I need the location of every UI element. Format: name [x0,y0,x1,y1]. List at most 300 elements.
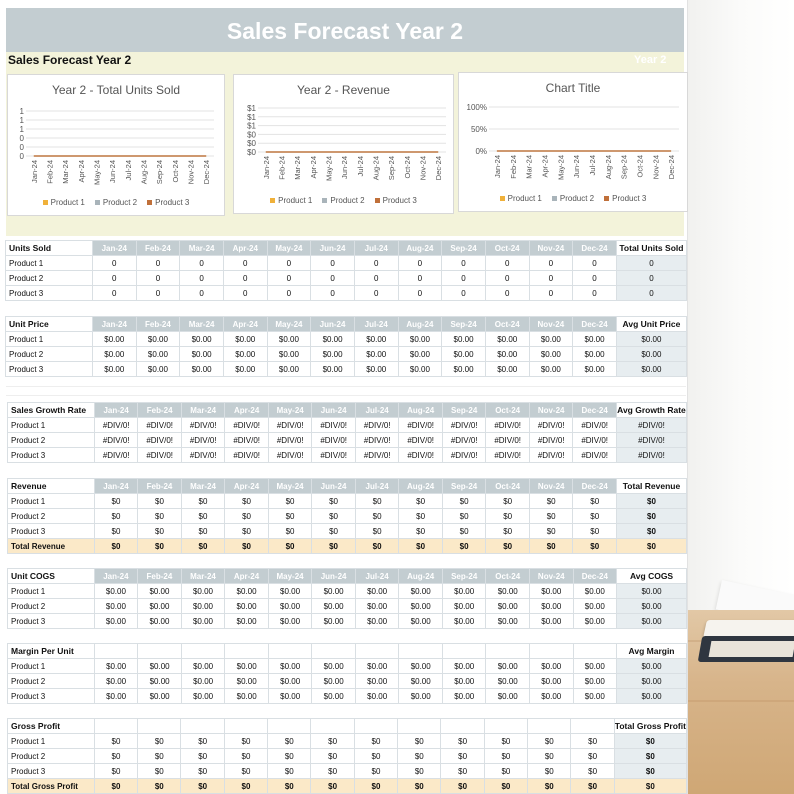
data-cell[interactable]: 0 [529,271,573,286]
data-cell[interactable]: $0.00 [223,332,267,347]
data-cell[interactable]: $0.00 [354,332,398,347]
month-header[interactable] [355,644,399,659]
row-label[interactable]: Product 3 [8,448,95,463]
total-cell[interactable]: 0 [616,271,686,286]
data-cell[interactable]: $0.00 [399,659,443,674]
month-header[interactable]: Jul-24 [355,479,399,494]
data-cell[interactable]: $0.00 [136,362,180,377]
data-cell[interactable]: 0 [529,256,573,271]
section-label[interactable]: Revenue [8,479,95,494]
data-cell[interactable]: $0 [138,539,182,554]
month-header[interactable]: Jul-24 [355,403,399,418]
total-cell[interactable]: $0.00 [617,599,687,614]
data-cell[interactable]: $0 [486,509,530,524]
data-cell[interactable]: $0 [571,734,614,749]
data-cell[interactable]: 0 [573,256,617,271]
data-cell[interactable]: $0 [442,539,486,554]
month-header[interactable]: Jun-24 [312,479,356,494]
data-cell[interactable]: $0 [354,764,397,779]
month-header[interactable]: Dec-24 [573,569,617,584]
data-cell[interactable]: $0.00 [442,362,486,377]
month-header[interactable]: Feb-24 [138,569,182,584]
data-cell[interactable]: $0 [442,494,486,509]
data-cell[interactable]: $0.00 [180,347,224,362]
total-cell[interactable]: $0 [614,749,686,764]
month-header[interactable]: Sep-24 [442,403,486,418]
data-cell[interactable]: $0.00 [442,674,486,689]
data-cell[interactable]: #DIV/0! [225,418,269,433]
month-header[interactable]: Apr-24 [225,479,269,494]
month-header[interactable]: Jul-24 [355,569,399,584]
data-cell[interactable]: $0 [486,494,530,509]
data-cell[interactable]: $0.00 [354,347,398,362]
data-cell[interactable]: $0.00 [529,347,573,362]
data-cell[interactable]: $0 [529,494,573,509]
data-cell[interactable]: $0.00 [267,332,311,347]
data-cell[interactable]: #DIV/0! [399,433,443,448]
data-cell[interactable]: 0 [398,256,442,271]
data-cell[interactable]: $0 [268,524,312,539]
data-cell[interactable]: #DIV/0! [268,433,312,448]
data-cell[interactable]: $0 [312,494,356,509]
section-label[interactable]: Unit Price [6,317,93,332]
data-cell[interactable]: $0.00 [486,584,530,599]
data-cell[interactable]: $0.00 [181,689,225,704]
data-cell[interactable]: $0.00 [573,347,617,362]
data-cell[interactable]: $0 [225,524,269,539]
data-cell[interactable]: $0 [94,494,138,509]
data-cell[interactable]: $0.00 [225,659,269,674]
month-header[interactable]: Jun-24 [312,569,356,584]
data-cell[interactable]: $0.00 [530,689,574,704]
data-cell[interactable]: $0 [399,539,443,554]
data-cell[interactable]: $0.00 [442,599,486,614]
data-cell[interactable]: $0 [355,524,399,539]
data-cell[interactable]: $0.00 [225,674,269,689]
data-cell[interactable]: $0.00 [311,332,355,347]
data-cell[interactable]: 0 [267,256,311,271]
data-cell[interactable]: 0 [442,286,486,301]
month-header[interactable] [354,719,397,734]
data-cell[interactable]: $0.00 [180,362,224,377]
month-header[interactable] [224,719,267,734]
data-cell[interactable]: 0 [573,271,617,286]
row-label[interactable]: Product 3 [6,362,93,377]
data-cell[interactable]: $0 [268,764,311,779]
data-cell[interactable]: #DIV/0! [486,448,530,463]
month-header[interactable] [442,644,486,659]
data-cell[interactable]: 0 [311,256,355,271]
data-cell[interactable]: $0.00 [268,584,312,599]
row-label[interactable]: Total Gross Profit [8,779,95,794]
month-header[interactable]: Nov-24 [530,569,574,584]
total-header[interactable]: Total Units Sold [616,241,686,256]
data-cell[interactable]: $0 [441,779,484,794]
data-cell[interactable]: $0 [268,734,311,749]
data-cell[interactable]: $0.00 [486,614,530,629]
row-label[interactable]: Product 1 [8,734,95,749]
total-cell[interactable]: #DIV/0! [616,418,686,433]
data-cell[interactable]: 0 [311,271,355,286]
data-cell[interactable]: $0.00 [138,689,182,704]
data-cell[interactable]: $0.00 [223,362,267,377]
data-cell[interactable]: $0 [312,509,356,524]
month-header[interactable] [399,644,443,659]
total-cell[interactable]: $0 [616,539,686,554]
data-cell[interactable]: $0.00 [573,614,617,629]
data-cell[interactable]: $0.00 [399,674,443,689]
data-cell[interactable]: #DIV/0! [138,448,182,463]
data-cell[interactable]: $0 [268,779,311,794]
month-header[interactable]: May-24 [268,403,312,418]
data-cell[interactable]: $0 [355,539,399,554]
total-cell[interactable]: $0.00 [617,614,687,629]
data-cell[interactable]: $0.00 [312,584,356,599]
month-header[interactable]: Mar-24 [180,241,224,256]
data-cell[interactable]: $0.00 [312,614,356,629]
data-cell[interactable]: $0.00 [94,599,138,614]
data-cell[interactable]: $0 [138,509,182,524]
month-header[interactable]: Jan-24 [94,569,138,584]
data-cell[interactable]: $0.00 [267,347,311,362]
data-cell[interactable]: $0 [573,509,617,524]
data-cell[interactable]: #DIV/0! [181,433,225,448]
total-header[interactable]: Avg Margin [617,644,687,659]
data-cell[interactable]: $0.00 [399,599,443,614]
data-cell[interactable]: #DIV/0! [181,448,225,463]
data-cell[interactable]: #DIV/0! [442,433,486,448]
row-label[interactable]: Product 3 [6,286,93,301]
total-cell[interactable]: $0 [616,494,686,509]
data-cell[interactable]: #DIV/0! [268,418,312,433]
data-cell[interactable]: $0 [571,779,614,794]
month-header[interactable]: Jun-24 [311,317,355,332]
data-cell[interactable]: $0 [486,524,530,539]
data-cell[interactable]: $0.00 [94,689,138,704]
data-cell[interactable]: 0 [485,286,529,301]
section-label[interactable]: Unit COGS [8,569,95,584]
data-cell[interactable]: $0 [181,524,225,539]
data-cell[interactable]: $0 [268,749,311,764]
month-header[interactable]: Sep-24 [442,241,486,256]
data-cell[interactable]: $0.00 [573,362,617,377]
data-cell[interactable]: $0.00 [442,347,486,362]
section-label[interactable]: Margin Per Unit [8,644,95,659]
data-cell[interactable]: $0 [398,749,441,764]
data-cell[interactable]: $0.00 [486,599,530,614]
data-cell[interactable]: $0.00 [268,599,312,614]
data-cell[interactable]: $0.00 [94,659,138,674]
year-tag[interactable]: Year 2 [634,54,667,66]
data-cell[interactable]: #DIV/0! [94,433,138,448]
data-cell[interactable]: $0.00 [225,614,269,629]
data-cell[interactable]: $0 [94,764,137,779]
month-header[interactable]: Apr-24 [225,569,269,584]
data-cell[interactable]: $0 [268,509,312,524]
data-cell[interactable]: $0 [442,509,486,524]
data-cell[interactable]: $0.00 [354,362,398,377]
month-header[interactable]: Jul-24 [354,317,398,332]
data-cell[interactable]: $0 [312,524,356,539]
data-cell[interactable]: $0.00 [529,332,573,347]
data-cell[interactable]: $0.00 [442,332,486,347]
month-header[interactable]: Nov-24 [529,317,573,332]
month-header[interactable] [398,719,441,734]
total-cell[interactable]: 0 [616,286,686,301]
data-cell[interactable]: $0 [399,509,443,524]
data-cell[interactable]: $0.00 [268,614,312,629]
data-cell[interactable]: $0.00 [355,659,399,674]
data-cell[interactable]: 0 [180,286,224,301]
data-cell[interactable]: #DIV/0! [94,418,138,433]
total-cell[interactable]: $0.00 [617,584,687,599]
data-cell[interactable]: $0.00 [225,689,269,704]
data-cell[interactable]: $0.00 [268,659,312,674]
total-cell[interactable]: $0.00 [617,659,687,674]
data-cell[interactable]: $0.00 [311,362,355,377]
row-label[interactable]: Product 2 [8,433,95,448]
data-cell[interactable]: $0 [486,539,530,554]
data-cell[interactable]: $0 [399,494,443,509]
data-cell[interactable]: $0.00 [486,689,530,704]
data-cell[interactable]: $0.00 [399,584,443,599]
month-header[interactable]: Jan-24 [94,479,138,494]
data-cell[interactable]: $0 [311,734,354,749]
data-cell[interactable]: $0.00 [486,659,530,674]
month-header[interactable]: Aug-24 [399,479,443,494]
data-cell[interactable]: $0 [573,494,617,509]
row-label[interactable]: Product 1 [6,256,93,271]
data-cell[interactable]: $0 [224,734,267,749]
month-header[interactable] [311,719,354,734]
data-cell[interactable]: $0.00 [530,674,574,689]
data-cell[interactable]: $0 [224,764,267,779]
month-header[interactable]: Dec-24 [573,241,617,256]
month-header[interactable]: May-24 [267,241,311,256]
data-cell[interactable]: #DIV/0! [442,418,486,433]
month-header[interactable]: Apr-24 [225,403,269,418]
row-label[interactable]: Product 2 [8,749,95,764]
data-cell[interactable]: 0 [223,286,267,301]
total-cell[interactable]: $0 [616,509,686,524]
data-cell[interactable]: $0.00 [485,347,529,362]
row-label[interactable]: Product 2 [8,509,95,524]
data-cell[interactable]: $0.00 [180,332,224,347]
month-header[interactable]: Aug-24 [398,317,442,332]
data-cell[interactable]: 0 [398,286,442,301]
month-header[interactable]: Feb-24 [138,403,182,418]
data-cell[interactable]: $0.00 [530,614,574,629]
data-cell[interactable]: $0 [138,749,181,764]
data-cell[interactable]: $0 [94,734,137,749]
data-cell[interactable]: $0.00 [136,347,180,362]
month-header[interactable]: Dec-24 [573,479,617,494]
total-cell[interactable]: $0.00 [616,347,686,362]
row-label[interactable]: Product 3 [8,764,95,779]
data-cell[interactable]: #DIV/0! [529,448,573,463]
data-cell[interactable]: $0 [484,734,527,749]
month-header[interactable]: Jan-24 [92,241,136,256]
month-header[interactable]: Jun-24 [311,241,355,256]
data-cell[interactable]: $0 [399,524,443,539]
month-header[interactable]: Aug-24 [398,241,442,256]
month-header[interactable]: Jun-24 [312,403,356,418]
data-cell[interactable]: $0.00 [94,584,138,599]
month-header[interactable]: Apr-24 [223,317,267,332]
data-cell[interactable]: $0 [484,764,527,779]
data-cell[interactable]: $0 [398,734,441,749]
data-cell[interactable]: 0 [311,286,355,301]
row-label[interactable]: Product 3 [8,614,95,629]
data-cell[interactable]: $0.00 [136,332,180,347]
row-label[interactable]: Product 2 [8,599,95,614]
total-header[interactable]: Total Revenue [616,479,686,494]
data-cell[interactable]: 0 [529,286,573,301]
data-cell[interactable]: #DIV/0! [573,418,617,433]
data-cell[interactable]: $0 [138,779,181,794]
month-header[interactable] [573,644,617,659]
data-cell[interactable]: $0 [484,779,527,794]
total-cell[interactable]: #DIV/0! [616,448,686,463]
month-header[interactable]: Oct-24 [486,403,530,418]
data-cell[interactable]: $0.00 [94,674,138,689]
total-header[interactable]: Avg Growth Rate [616,403,686,418]
data-cell[interactable]: $0.00 [312,674,356,689]
data-cell[interactable]: $0 [181,509,225,524]
data-cell[interactable]: $0 [355,494,399,509]
data-cell[interactable]: $0 [571,764,614,779]
data-cell[interactable]: #DIV/0! [181,418,225,433]
data-cell[interactable]: $0.00 [399,614,443,629]
month-header[interactable]: Sep-24 [442,317,486,332]
data-cell[interactable]: $0.00 [573,689,617,704]
month-header[interactable] [441,719,484,734]
month-header[interactable]: Nov-24 [529,403,573,418]
data-cell[interactable]: $0 [94,779,137,794]
data-cell[interactable]: $0 [268,494,312,509]
data-cell[interactable]: $0 [94,509,138,524]
month-header[interactable] [138,644,182,659]
data-cell[interactable]: $0 [571,749,614,764]
month-header[interactable] [94,719,137,734]
month-header[interactable]: Dec-24 [573,403,617,418]
data-cell[interactable]: $0 [528,749,571,764]
month-header[interactable]: May-24 [268,569,312,584]
month-header[interactable] [181,719,224,734]
data-cell[interactable]: $0 [398,779,441,794]
data-cell[interactable]: $0.00 [355,584,399,599]
growth-chart[interactable] [458,72,688,212]
month-header[interactable]: May-24 [267,317,311,332]
month-header[interactable]: Oct-24 [485,317,529,332]
data-cell[interactable]: $0.00 [486,674,530,689]
data-cell[interactable]: $0 [138,524,182,539]
data-cell[interactable]: $0.00 [225,599,269,614]
data-cell[interactable]: $0 [138,494,182,509]
total-cell[interactable]: $0.00 [617,689,687,704]
data-cell[interactable]: $0.00 [355,599,399,614]
row-label[interactable]: Product 1 [6,332,93,347]
data-cell[interactable]: $0 [398,764,441,779]
section-label[interactable]: Sales Growth Rate [8,403,95,418]
data-cell[interactable]: 0 [354,256,398,271]
data-cell[interactable]: 0 [136,256,180,271]
row-label[interactable]: Product 3 [8,524,95,539]
sheet-subtitle[interactable]: Sales Forecast Year 2 [8,53,132,67]
row-label[interactable]: Product 1 [8,418,95,433]
data-cell[interactable]: $0.00 [442,659,486,674]
data-cell[interactable]: #DIV/0! [399,448,443,463]
data-cell[interactable]: $0.00 [138,614,182,629]
data-cell[interactable]: $0 [355,509,399,524]
data-cell[interactable]: $0 [181,764,224,779]
month-header[interactable]: May-24 [268,479,312,494]
data-cell[interactable]: 0 [442,256,486,271]
month-header[interactable] [484,719,527,734]
data-cell[interactable]: $0 [528,779,571,794]
data-cell[interactable]: $0 [138,764,181,779]
data-cell[interactable]: $0.00 [355,614,399,629]
data-cell[interactable]: 0 [485,271,529,286]
data-cell[interactable]: $0 [528,734,571,749]
section-label[interactable]: Units Sold [6,241,93,256]
month-header[interactable]: Nov-24 [529,241,573,256]
data-cell[interactable]: 0 [223,271,267,286]
data-cell[interactable]: $0 [573,524,617,539]
data-cell[interactable]: $0 [311,764,354,779]
row-label[interactable]: Product 1 [8,659,95,674]
data-cell[interactable]: #DIV/0! [486,418,530,433]
month-header[interactable]: Mar-24 [181,569,225,584]
month-header[interactable]: Jan-24 [94,403,138,418]
data-cell[interactable]: $0 [529,539,573,554]
data-cell[interactable]: $0 [441,764,484,779]
row-label[interactable]: Product 3 [8,689,95,704]
data-cell[interactable]: $0.00 [268,689,312,704]
total-cell[interactable]: $0 [616,524,686,539]
data-cell[interactable]: #DIV/0! [529,418,573,433]
data-cell[interactable]: $0 [484,749,527,764]
month-header[interactable]: Mar-24 [180,317,224,332]
data-cell[interactable]: 0 [354,286,398,301]
data-cell[interactable]: $0.00 [398,362,442,377]
data-cell[interactable]: $0.00 [442,584,486,599]
data-cell[interactable]: 0 [180,271,224,286]
data-cell[interactable]: 0 [267,271,311,286]
data-cell[interactable]: #DIV/0! [94,448,138,463]
data-cell[interactable]: $0 [529,509,573,524]
month-header[interactable]: Aug-24 [399,403,443,418]
data-cell[interactable]: $0.00 [312,599,356,614]
total-header[interactable]: Avg Unit Price [616,317,686,332]
data-cell[interactable]: $0.00 [181,584,225,599]
data-cell[interactable]: #DIV/0! [529,433,573,448]
data-cell[interactable]: $0.00 [573,659,617,674]
data-cell[interactable]: $0.00 [225,584,269,599]
month-header[interactable] [138,719,181,734]
data-cell[interactable]: $0.00 [138,584,182,599]
row-label[interactable]: Product 2 [6,271,93,286]
row-label[interactable]: Product 1 [8,494,95,509]
data-cell[interactable]: 0 [180,256,224,271]
total-cell[interactable]: $0.00 [616,362,686,377]
row-label[interactable]: Product 2 [6,347,93,362]
data-cell[interactable]: $0.00 [138,674,182,689]
data-cell[interactable]: $0 [225,509,269,524]
data-cell[interactable]: 0 [92,286,136,301]
data-cell[interactable]: $0 [225,494,269,509]
data-cell[interactable]: $0.00 [398,347,442,362]
